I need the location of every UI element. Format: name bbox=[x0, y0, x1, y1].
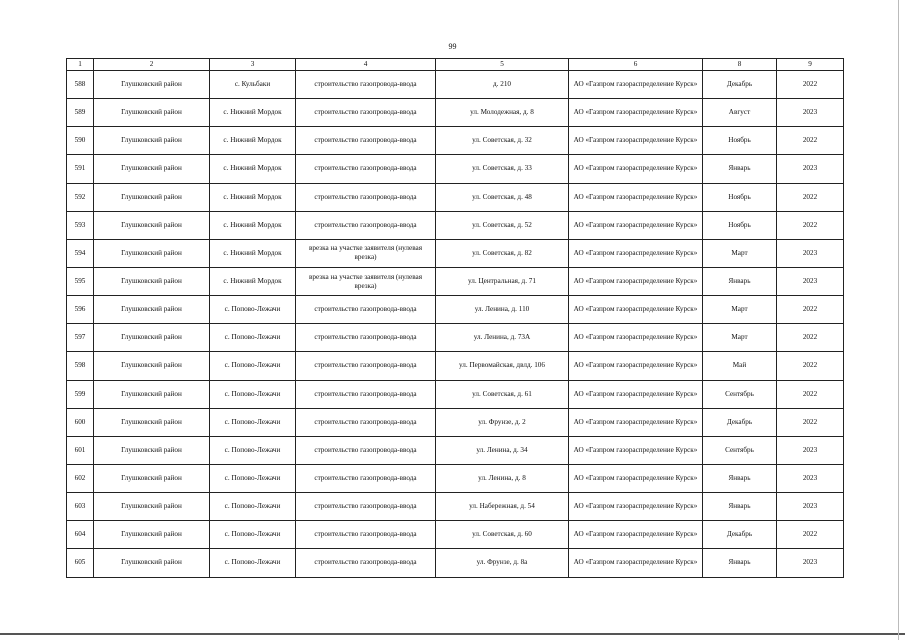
address-cell: ул. Советская, д. 60 bbox=[436, 521, 569, 549]
year-cell: 2022 bbox=[777, 408, 844, 436]
row-number: 599 bbox=[67, 380, 94, 408]
row-number: 595 bbox=[67, 267, 94, 295]
address-cell: ул. Фрунзе, д. 2 bbox=[436, 408, 569, 436]
month-cell: Март bbox=[703, 296, 777, 324]
district-cell: Глушковский район bbox=[94, 549, 210, 577]
district-cell: Глушковский район bbox=[94, 127, 210, 155]
month-cell: Ноябрь bbox=[703, 211, 777, 239]
settlement-cell: с. Попово-Лежачи bbox=[210, 296, 296, 324]
year-cell: 2022 bbox=[777, 211, 844, 239]
organization-cell: АО «Газпром газораспределение Курск» bbox=[569, 324, 703, 352]
scan-bottom-edge bbox=[0, 633, 905, 635]
year-cell: 2023 bbox=[777, 239, 844, 267]
district-cell: Глушковский район bbox=[94, 267, 210, 295]
settlement-cell: с. Попово-Лежачи bbox=[210, 352, 296, 380]
work-type-cell: строительство газопровода-ввода bbox=[296, 183, 436, 211]
row-number: 597 bbox=[67, 324, 94, 352]
district-cell: Глушковский район bbox=[94, 211, 210, 239]
row-number: 598 bbox=[67, 352, 94, 380]
district-cell: Глушковский район bbox=[94, 183, 210, 211]
organization-cell: АО «Газпром газораспределение Курск» bbox=[569, 549, 703, 577]
district-cell: Глушковский район bbox=[94, 71, 210, 99]
row-number: 592 bbox=[67, 183, 94, 211]
month-cell: Январь bbox=[703, 464, 777, 492]
work-type-cell: строительство газопровода-ввода bbox=[296, 296, 436, 324]
organization-cell: АО «Газпром газораспределение Курск» bbox=[569, 408, 703, 436]
month-cell: Ноябрь bbox=[703, 127, 777, 155]
organization-cell: АО «Газпром газораспределение Курск» bbox=[569, 521, 703, 549]
organization-cell: АО «Газпром газораспределение Курск» bbox=[569, 183, 703, 211]
table-row bbox=[67, 493, 844, 521]
table-row bbox=[67, 464, 844, 492]
month-cell: Сентябрь bbox=[703, 436, 777, 464]
work-type-cell: врезка на участке заявителя (нулевая врезка) bbox=[296, 267, 436, 295]
settlement-cell: с. Попово-Лежачи bbox=[210, 324, 296, 352]
organization-cell: АО «Газпром газораспределение Курск» bbox=[569, 380, 703, 408]
header-row bbox=[67, 59, 844, 71]
month-cell: Декабрь bbox=[703, 521, 777, 549]
row-number: 602 bbox=[67, 464, 94, 492]
month-cell: Август bbox=[703, 99, 777, 127]
settlement-cell: с. Нижний Мордок bbox=[210, 267, 296, 295]
district-cell: Глушковский район bbox=[94, 296, 210, 324]
district-cell: Глушковский район bbox=[94, 493, 210, 521]
work-type-cell: строительство газопровода-ввода bbox=[296, 211, 436, 239]
table-row bbox=[67, 127, 844, 155]
year-cell: 2022 bbox=[777, 127, 844, 155]
work-type-cell: строительство газопровода-ввода bbox=[296, 127, 436, 155]
organization-cell: АО «Газпром газораспределение Курск» bbox=[569, 155, 703, 183]
column-header-9: 9 bbox=[777, 59, 844, 71]
year-cell: 2022 bbox=[777, 296, 844, 324]
address-cell: ул. Советская, д. 32 bbox=[436, 127, 569, 155]
month-cell: Январь bbox=[703, 493, 777, 521]
address-cell: ул. Ленина, д. 110 bbox=[436, 296, 569, 324]
year-cell: 2023 bbox=[777, 267, 844, 295]
year-cell: 2023 bbox=[777, 549, 844, 577]
address-cell: ул. Фрунзе, д. 8а bbox=[436, 549, 569, 577]
work-type-cell: строительство газопровода-ввода bbox=[296, 521, 436, 549]
year-cell: 2022 bbox=[777, 71, 844, 99]
settlement-cell: с. Кульбаки bbox=[210, 71, 296, 99]
district-cell: Глушковский район bbox=[94, 380, 210, 408]
address-cell: ул. Ленина, д. 34 bbox=[436, 436, 569, 464]
year-cell: 2023 bbox=[777, 493, 844, 521]
address-cell: ул. Ленина, д. 8 bbox=[436, 464, 569, 492]
month-cell: Май bbox=[703, 352, 777, 380]
organization-cell: АО «Газпром газораспределение Курск» bbox=[569, 239, 703, 267]
month-cell: Ноябрь bbox=[703, 183, 777, 211]
row-number: 594 bbox=[67, 239, 94, 267]
table-row bbox=[67, 521, 844, 549]
table-row bbox=[67, 155, 844, 183]
row-number: 600 bbox=[67, 408, 94, 436]
month-cell: Март bbox=[703, 324, 777, 352]
year-cell: 2023 bbox=[777, 436, 844, 464]
year-cell: 2022 bbox=[777, 324, 844, 352]
work-type-cell: врезка на участке заявителя (нулевая врезка) bbox=[296, 239, 436, 267]
work-type-cell: строительство газопровода-ввода bbox=[296, 464, 436, 492]
table-row bbox=[67, 99, 844, 127]
table-row bbox=[67, 183, 844, 211]
settlement-cell: с. Попово-Лежачи bbox=[210, 408, 296, 436]
district-cell: Глушковский район bbox=[94, 408, 210, 436]
year-cell: 2022 bbox=[777, 352, 844, 380]
work-type-cell: строительство газопровода-ввода bbox=[296, 549, 436, 577]
work-type-cell: строительство газопровода-ввода bbox=[296, 436, 436, 464]
table-row bbox=[67, 380, 844, 408]
organization-cell: АО «Газпром газораспределение Курск» bbox=[569, 493, 703, 521]
organization-cell: АО «Газпром газораспределение Курск» bbox=[569, 99, 703, 127]
table-row bbox=[67, 436, 844, 464]
settlement-cell: с. Нижний Мордок bbox=[210, 99, 296, 127]
settlement-cell: с. Нижний Мордок bbox=[210, 127, 296, 155]
address-cell: ул. Советская, д. 33 bbox=[436, 155, 569, 183]
organization-cell: АО «Газпром газораспределение Курск» bbox=[569, 211, 703, 239]
month-cell: Декабрь bbox=[703, 71, 777, 99]
address-cell: ул. Ленина, д. 73А bbox=[436, 324, 569, 352]
address-cell: д. 210 bbox=[436, 71, 569, 99]
page-number: 99 bbox=[448, 42, 457, 51]
year-cell: 2023 bbox=[777, 99, 844, 127]
district-cell: Глушковский район bbox=[94, 99, 210, 127]
address-cell: ул. Советская, д. 61 bbox=[436, 380, 569, 408]
column-header-8: 8 bbox=[703, 59, 777, 71]
row-number: 588 bbox=[67, 71, 94, 99]
address-cell: ул. Советская, д. 48 bbox=[436, 183, 569, 211]
settlement-cell: с. Нижний Мордок bbox=[210, 155, 296, 183]
organization-cell: АО «Газпром газораспределение Курск» bbox=[569, 296, 703, 324]
year-cell: 2022 bbox=[777, 380, 844, 408]
scan-right-edge bbox=[898, 0, 899, 640]
row-number: 605 bbox=[67, 549, 94, 577]
work-type-cell: строительство газопровода-ввода bbox=[296, 352, 436, 380]
settlement-cell: с. Нижний Мордок bbox=[210, 239, 296, 267]
month-cell: Декабрь bbox=[703, 408, 777, 436]
settlement-cell: с. Попово-Лежачи bbox=[210, 464, 296, 492]
column-header-6: 6 bbox=[569, 59, 703, 71]
table-row bbox=[67, 211, 844, 239]
district-cell: Глушковский район bbox=[94, 352, 210, 380]
year-cell: 2023 bbox=[777, 464, 844, 492]
address-cell: ул. Набережная, д. 54 bbox=[436, 493, 569, 521]
column-header-3: 3 bbox=[210, 59, 296, 71]
settlement-cell: с. Попово-Лежачи bbox=[210, 380, 296, 408]
month-cell: Январь bbox=[703, 267, 777, 295]
district-cell: Глушковский район bbox=[94, 239, 210, 267]
table-row bbox=[67, 549, 844, 577]
work-type-cell: строительство газопровода-ввода bbox=[296, 99, 436, 127]
settlement-cell: с. Нижний Мордок bbox=[210, 183, 296, 211]
work-type-cell: строительство газопровода-ввода bbox=[296, 493, 436, 521]
table-body bbox=[67, 71, 844, 578]
address-cell: ул. Молодежная, д. 8 bbox=[436, 99, 569, 127]
row-number: 590 bbox=[67, 127, 94, 155]
year-cell: 2023 bbox=[777, 155, 844, 183]
organization-cell: АО «Газпром газораспределение Курск» bbox=[569, 464, 703, 492]
address-cell: ул. Центральная, д. 71 bbox=[436, 267, 569, 295]
work-type-cell: строительство газопровода-ввода bbox=[296, 155, 436, 183]
row-number: 591 bbox=[67, 155, 94, 183]
settlement-cell: с. Попово-Лежачи bbox=[210, 436, 296, 464]
month-cell: Январь bbox=[703, 155, 777, 183]
district-cell: Глушковский район bbox=[94, 155, 210, 183]
column-header-2: 2 bbox=[94, 59, 210, 71]
address-cell: ул. Первомайская, двлд. 106 bbox=[436, 352, 569, 380]
district-cell: Глушковский район bbox=[94, 464, 210, 492]
row-number: 596 bbox=[67, 296, 94, 324]
table-row bbox=[67, 324, 844, 352]
row-number: 603 bbox=[67, 493, 94, 521]
row-number: 604 bbox=[67, 521, 94, 549]
year-cell: 2022 bbox=[777, 521, 844, 549]
column-header-5: 5 bbox=[436, 59, 569, 71]
district-cell: Глушковский район bbox=[94, 324, 210, 352]
table-row bbox=[67, 71, 844, 99]
organization-cell: АО «Газпром газораспределение Курск» bbox=[569, 127, 703, 155]
table-row bbox=[67, 296, 844, 324]
row-number: 601 bbox=[67, 436, 94, 464]
table-row bbox=[67, 352, 844, 380]
work-type-cell: строительство газопровода-ввода bbox=[296, 324, 436, 352]
settlement-cell: с. Нижний Мордок bbox=[210, 211, 296, 239]
work-type-cell: строительство газопровода-ввода bbox=[296, 71, 436, 99]
settlement-cell: с. Попово-Лежачи bbox=[210, 549, 296, 577]
column-header-4: 4 bbox=[296, 59, 436, 71]
work-type-cell: строительство газопровода-ввода bbox=[296, 380, 436, 408]
table-row bbox=[67, 267, 844, 295]
row-number: 593 bbox=[67, 211, 94, 239]
table-row bbox=[67, 408, 844, 436]
organization-cell: АО «Газпром газораспределение Курск» bbox=[569, 436, 703, 464]
row-number: 589 bbox=[67, 99, 94, 127]
year-cell: 2022 bbox=[777, 183, 844, 211]
gasification-table bbox=[66, 58, 844, 578]
work-type-cell: строительство газопровода-ввода bbox=[296, 408, 436, 436]
organization-cell: АО «Газпром газораспределение Курск» bbox=[569, 352, 703, 380]
organization-cell: АО «Газпром газораспределение Курск» bbox=[569, 71, 703, 99]
column-header-1: 1 bbox=[67, 59, 94, 71]
month-cell: Март bbox=[703, 239, 777, 267]
organization-cell: АО «Газпром газораспределение Курск» bbox=[569, 267, 703, 295]
address-cell: ул. Советская, д. 52 bbox=[436, 211, 569, 239]
district-cell: Глушковский район bbox=[94, 436, 210, 464]
month-cell: Сентябрь bbox=[703, 380, 777, 408]
district-cell: Глушковский район bbox=[94, 521, 210, 549]
settlement-cell: с. Попово-Лежачи bbox=[210, 521, 296, 549]
settlement-cell: с. Попово-Лежачи bbox=[210, 493, 296, 521]
address-cell: ул. Советская, д. 82 bbox=[436, 239, 569, 267]
table-row bbox=[67, 239, 844, 267]
month-cell: Январь bbox=[703, 549, 777, 577]
